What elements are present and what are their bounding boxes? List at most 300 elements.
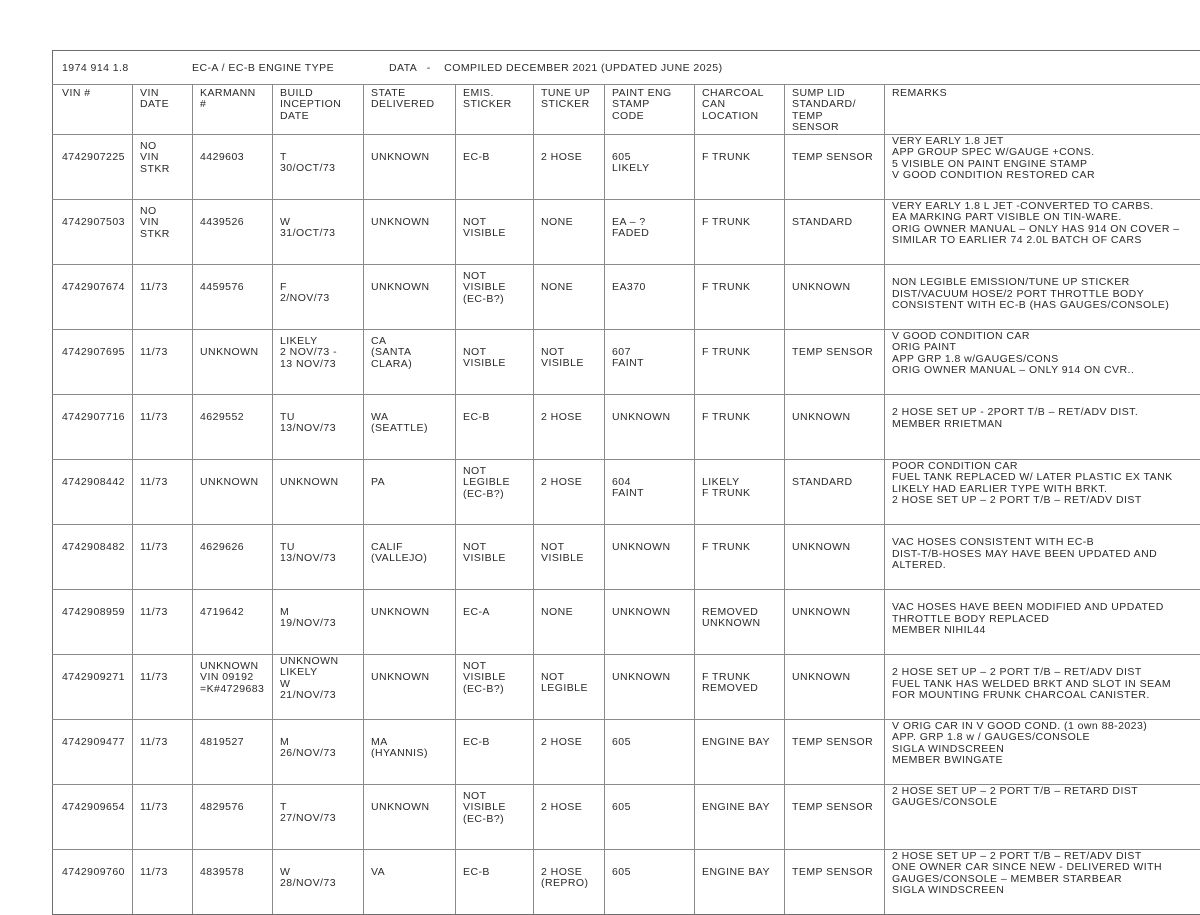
cell-line: UNKNOWN (371, 607, 449, 618)
vin-date-cell (133, 850, 193, 915)
column-header-line: STICKER (463, 99, 527, 110)
charcoal-can-cell (695, 785, 785, 850)
vin-cell: 4742909271 (53, 655, 133, 720)
column-header-emis-sticker (456, 85, 534, 135)
vin-date-cell (133, 135, 193, 200)
cell-line: UNKNOWN (280, 477, 357, 488)
remarks-line: V GOOD CONDITION CAR (892, 331, 1200, 342)
vin-cell: 4742909477 (53, 720, 133, 785)
cell-line: (SANTA (371, 347, 449, 358)
karmann-cell (193, 460, 273, 525)
remarks-cell (885, 265, 1200, 330)
cell-line: NOT (463, 271, 527, 282)
paint-stamp-cell (605, 785, 695, 850)
cell-line: F TRUNK (702, 488, 778, 499)
cell-line: TU (280, 542, 357, 553)
charcoal-can-cell (695, 655, 785, 720)
vin-date-cell (133, 330, 193, 395)
cell-line: 11/73 (140, 347, 186, 358)
cell-line: WA (371, 412, 449, 423)
tune-up-sticker-cell (534, 590, 605, 655)
remarks-line: 5 VISIBLE ON PAINT ENGINE STAMP (892, 159, 1200, 170)
vin-cell: 4742907695 (53, 330, 133, 395)
sump-lid-cell (785, 265, 885, 330)
charcoal-can-cell (695, 330, 785, 395)
cell-line: 2 HOSE (541, 152, 598, 163)
cell-line: 2 HOSE (541, 802, 598, 813)
cell-line: LEGIBLE (463, 477, 527, 488)
cell-line: UNKNOWN (792, 672, 878, 683)
karmann-cell (193, 525, 273, 590)
cell-line: (EC-B?) (463, 684, 527, 695)
cell-line: 11/73 (140, 542, 186, 553)
cell-line: FAINT (612, 488, 688, 499)
karmann-cell (193, 850, 273, 915)
remarks-cell (885, 525, 1200, 590)
emis-sticker-cell (456, 265, 534, 330)
column-header-build-date (273, 85, 364, 135)
cell-line: 605 (612, 737, 688, 748)
vin-date-cell (133, 200, 193, 265)
cell-line: M (280, 737, 357, 748)
cell-line: NOT (463, 217, 527, 228)
sump-lid-cell (785, 525, 885, 590)
cell-line: ENGINE BAY (702, 737, 778, 748)
column-header-line: # (200, 99, 266, 110)
remarks-cell (885, 655, 1200, 720)
remarks-cell (885, 460, 1200, 525)
cell-line: TEMP SENSOR (792, 737, 878, 748)
table-row (53, 850, 1200, 915)
build-date-cell (273, 590, 364, 655)
cell-line: UNKNOWN (612, 412, 688, 423)
cell-line: 27/NOV/73 (280, 813, 357, 824)
build-date-cell (273, 655, 364, 720)
cell-line: F TRUNK (702, 412, 778, 423)
cell-line: NOT (463, 347, 527, 358)
cell-line: VISIBLE (541, 553, 598, 564)
cell-line: 11/73 (140, 477, 186, 488)
remarks-line: FUEL TANK REPLACED W/ LATER PLASTIC EX TANK (892, 472, 1200, 483)
table-row (53, 460, 1200, 525)
cell-line: 21/NOV/73 (280, 690, 357, 701)
remarks-line: FUEL TANK HAS WELDED BRKT AND SLOT IN SEAM (892, 679, 1200, 690)
vin-date-cell (133, 655, 193, 720)
cell-line: (EC-B?) (463, 814, 527, 825)
column-header-line: DELIVERED (371, 99, 449, 110)
cell-line: UNKNOWN (792, 607, 878, 618)
cell-line: NOT (463, 542, 527, 553)
cell-line: REMOVED (702, 607, 778, 618)
cell-line: UNKNOWN (371, 282, 449, 293)
remarks-line: LIKELY HAD EARLIER TYPE WITH BRKT. (892, 484, 1200, 495)
state-cell (364, 395, 456, 460)
cell-line: UNKNOWN (371, 217, 449, 228)
column-header-tune-up-sticker (534, 85, 605, 135)
state-cell (364, 525, 456, 590)
remarks-line: DIST/VACUUM HOSE/2 PORT THROTTLE BODY (892, 289, 1200, 300)
karmann-cell (193, 135, 273, 200)
tune-up-sticker-cell (534, 850, 605, 915)
state-cell (364, 590, 456, 655)
cell-line: 2/NOV/73 (280, 293, 357, 304)
tune-up-sticker-cell (534, 720, 605, 785)
table-body (53, 135, 1200, 915)
cell-line: (VALLEJO) (371, 553, 449, 564)
build-date-cell (273, 395, 364, 460)
tune-up-sticker-cell (534, 655, 605, 720)
cell-line: 13/NOV/73 (280, 423, 357, 434)
karmann-cell (193, 265, 273, 330)
cell-line: NOT (463, 466, 527, 477)
remarks-line: MEMBER NIHIL44 (892, 625, 1200, 636)
karmann-cell (193, 785, 273, 850)
cell-line: UNKNOWN (200, 477, 266, 488)
cell-line: 4839578 (200, 867, 266, 878)
cell-line: NONE (541, 217, 598, 228)
paint-stamp-cell (605, 135, 695, 200)
cell-line: 11/73 (140, 412, 186, 423)
column-header-line: STAMP (612, 99, 688, 110)
cell-line: 13/NOV/73 (280, 553, 357, 564)
cell-line: REMOVED (702, 683, 778, 694)
remarks-line: THROTTLE BODY REPLACED (892, 614, 1200, 625)
charcoal-can-cell (695, 395, 785, 460)
cell-line: NONE (541, 282, 598, 293)
remarks-line: ORIG OWNER MANUAL – ONLY 914 ON CVR.. (892, 365, 1200, 376)
vin-cell: 4742907225 (53, 135, 133, 200)
cell-line: CALIF (371, 542, 449, 553)
cell-line: 26/NOV/73 (280, 748, 357, 759)
cell-line: F TRUNK (702, 282, 778, 293)
table-row (53, 135, 1200, 200)
cell-line: PA (371, 477, 449, 488)
emis-sticker-cell (456, 850, 534, 915)
paint-stamp-cell (605, 655, 695, 720)
remarks-line: ALTERED. (892, 560, 1200, 571)
cell-line: NONE (541, 607, 598, 618)
table-row (53, 655, 1200, 720)
charcoal-can-cell (695, 720, 785, 785)
tune-up-sticker-cell (534, 200, 605, 265)
cell-line: 11/73 (140, 737, 186, 748)
remarks-line: MEMBER RRIETMAN (892, 419, 1200, 430)
column-header-line: TUNE UP (541, 88, 598, 99)
column-header-vin (53, 85, 133, 135)
title-cell (53, 51, 1200, 85)
state-cell (364, 720, 456, 785)
column-header-line: LOCATION (702, 111, 778, 122)
cell-line: 28/NOV/73 (280, 878, 357, 889)
charcoal-can-cell (695, 460, 785, 525)
column-header-line: TEMP (792, 111, 878, 122)
cell-line: 4829576 (200, 802, 266, 813)
cell-line: MA (371, 737, 449, 748)
column-header-line: PAINT ENG (612, 88, 688, 99)
remarks-cell (885, 135, 1200, 200)
remarks-line: MEMBER BWINGATE (892, 755, 1200, 766)
remarks-line: VAC HOSES CONSISTENT WITH EC-B (892, 537, 1200, 548)
column-header-line: CAN (702, 99, 778, 110)
column-header-line: CHARCOAL (702, 88, 778, 99)
state-cell (364, 850, 456, 915)
cell-line: UNKNOWN (200, 661, 266, 672)
tune-up-sticker-cell (534, 785, 605, 850)
column-header-paint-stamp-code (605, 85, 695, 135)
build-date-cell (273, 785, 364, 850)
remarks-line: SIGLA WINDSCREEN (892, 885, 1200, 896)
cell-line: EA370 (612, 282, 688, 293)
tune-up-sticker-cell (534, 330, 605, 395)
cell-line: 2 HOSE (541, 737, 598, 748)
emis-sticker-cell (456, 785, 534, 850)
tune-up-sticker-cell (534, 135, 605, 200)
column-header-charcoal-can-location (695, 85, 785, 135)
remarks-line: EA MARKING PART VISIBLE ON TIN-WARE. (892, 212, 1200, 223)
build-date-cell (273, 460, 364, 525)
cell-line: VIN 09192 (200, 672, 266, 683)
cell-line: M (280, 607, 357, 618)
paint-stamp-cell (605, 265, 695, 330)
remarks-line: DIST-T/B-HOSES MAY HAVE BEEN UPDATED AND (892, 549, 1200, 560)
column-header-sump-lid (785, 85, 885, 135)
emis-sticker-cell (456, 135, 534, 200)
state-cell (364, 460, 456, 525)
remarks-cell (885, 850, 1200, 915)
vin-date-cell (133, 785, 193, 850)
state-cell (364, 135, 456, 200)
vin-cell: 4742907716 (53, 395, 133, 460)
vin-data-table (52, 50, 1200, 915)
cell-line: UNKNOWN (200, 347, 266, 358)
vin-cell: 4742908959 (53, 590, 133, 655)
vin-cell: 4742908442 (53, 460, 133, 525)
paint-stamp-cell (605, 850, 695, 915)
table-row (53, 395, 1200, 460)
column-header-remarks (885, 85, 1200, 135)
cell-line: UNKNOWN (612, 607, 688, 618)
cell-line: 4819527 (200, 737, 266, 748)
cell-line: TEMP SENSOR (792, 867, 878, 878)
vin-cell: 4742909654 (53, 785, 133, 850)
column-header-line: STICKER (541, 99, 598, 110)
cell-line: VISIBLE (463, 228, 527, 239)
cell-line: 11/73 (140, 282, 186, 293)
cell-line: EC-B (463, 412, 527, 423)
state-cell (364, 785, 456, 850)
karmann-cell (193, 590, 273, 655)
column-header-line: CODE (612, 111, 688, 122)
sump-lid-cell (785, 590, 885, 655)
column-header-state-delivered (364, 85, 456, 135)
cell-line: (HYANNIS) (371, 748, 449, 759)
cell-line: 13 NOV/73 (280, 359, 357, 370)
cell-line: NO (140, 206, 186, 217)
cell-line: VISIBLE (463, 802, 527, 813)
state-cell (364, 655, 456, 720)
cell-line: 2 HOSE (541, 477, 598, 488)
sump-lid-cell (785, 135, 885, 200)
cell-line: 2 NOV/73 - (280, 347, 357, 358)
cell-line: TEMP SENSOR (792, 802, 878, 813)
cell-line: UNKNOWN (612, 672, 688, 683)
cell-line: CLARA) (371, 359, 449, 370)
cell-line: =K#4729683 (200, 684, 266, 695)
remarks-line: 2 HOSE SET UP – 2 PORT T/B – RETARD DIST (892, 786, 1200, 797)
remarks-line: GAUGES/CONSOLE – MEMBER STARBEAR (892, 874, 1200, 885)
tune-up-sticker-cell (534, 265, 605, 330)
cell-line: F TRUNK (702, 347, 778, 358)
cell-line: LIKELY (702, 477, 778, 488)
remarks-cell (885, 200, 1200, 265)
column-header-vin-date (133, 85, 193, 135)
cell-line: STKR (140, 164, 186, 175)
cell-line: 11/73 (140, 867, 186, 878)
column-header-line: SUMP LID (792, 88, 878, 99)
karmann-cell (193, 395, 273, 460)
emis-sticker-cell (456, 655, 534, 720)
cell-line: (SEATTLE) (371, 423, 449, 434)
cell-line: 11/73 (140, 672, 186, 683)
paint-stamp-cell (605, 525, 695, 590)
vin-date-cell (133, 460, 193, 525)
cell-line: 4629552 (200, 412, 266, 423)
title-data-compiled: DATA - COMPILED DECEMBER 2021 (UPDATED JUNE 2025) (389, 63, 723, 74)
cell-line: W (280, 217, 357, 228)
cell-line: LEGIBLE (541, 683, 598, 694)
cell-line: 4459576 (200, 282, 266, 293)
remarks-line: SIGLA WINDSCREEN (892, 744, 1200, 755)
build-date-cell (273, 200, 364, 265)
cell-line: 4439526 (200, 217, 266, 228)
emis-sticker-cell (456, 395, 534, 460)
column-header-line: VIN (140, 88, 186, 99)
cell-line: (REPRO) (541, 878, 598, 889)
cell-line: EC-B (463, 152, 527, 163)
charcoal-can-cell (695, 200, 785, 265)
vin-date-cell (133, 265, 193, 330)
cell-line: NOT (463, 791, 527, 802)
cell-line: 607 (612, 347, 688, 358)
cell-line: UNKNOWN (612, 542, 688, 553)
sump-lid-cell (785, 395, 885, 460)
remarks-cell (885, 330, 1200, 395)
vin-date-cell (133, 720, 193, 785)
column-header-line: BUILD (280, 88, 357, 99)
cell-line: 604 (612, 477, 688, 488)
cell-line: 19/NOV/73 (280, 618, 357, 629)
cell-line: F TRUNK (702, 672, 778, 683)
cell-line: VISIBLE (463, 672, 527, 683)
charcoal-can-cell (695, 265, 785, 330)
tune-up-sticker-cell (534, 395, 605, 460)
table-row (53, 330, 1200, 395)
table-row (53, 525, 1200, 590)
cell-line: UNKNOWN (371, 802, 449, 813)
cell-line: W (280, 867, 357, 878)
tune-up-sticker-cell (534, 525, 605, 590)
data-sheet (52, 50, 1200, 915)
cell-line: UNKNOWN (792, 282, 878, 293)
column-header-line: REMARKS (892, 88, 1200, 99)
paint-stamp-cell (605, 395, 695, 460)
cell-line: ENGINE BAY (702, 867, 778, 878)
cell-line: 31/OCT/73 (280, 228, 357, 239)
vin-cell: 4742907503 (53, 200, 133, 265)
remarks-line: FOR MOUNTING FRUNK CHARCOAL CANISTER. (892, 690, 1200, 701)
cell-line: VA (371, 867, 449, 878)
table-row (53, 265, 1200, 330)
cell-line: T (280, 152, 357, 163)
emis-sticker-cell (456, 460, 534, 525)
remarks-cell (885, 720, 1200, 785)
cell-line: EA – ? (612, 217, 688, 228)
cell-line: NOT (541, 672, 598, 683)
cell-line: EC-B (463, 737, 527, 748)
column-header-line: DATE (140, 99, 186, 110)
cell-line: 4719642 (200, 607, 266, 618)
vin-date-cell (133, 525, 193, 590)
state-cell (364, 200, 456, 265)
remarks-line: 2 HOSE SET UP – 2 PORT T/B – RET/ADV DIST (892, 495, 1200, 506)
tune-up-sticker-cell (534, 460, 605, 525)
cell-line: F TRUNK (702, 217, 778, 228)
remarks-line: VERY EARLY 1.8 L JET -CONVERTED TO CARBS. (892, 201, 1200, 212)
cell-line: (EC-B?) (463, 489, 527, 500)
remarks-line: NON LEGIBLE EMISSION/TUNE UP STICKER (892, 277, 1200, 288)
table-row (53, 200, 1200, 265)
sump-lid-cell (785, 200, 885, 265)
column-header-line: INCEPTION (280, 99, 357, 110)
remarks-line: ORIG PAINT (892, 342, 1200, 353)
emis-sticker-cell (456, 720, 534, 785)
vin-date-cell (133, 395, 193, 460)
cell-line: VIN (140, 217, 186, 228)
cell-line: ENGINE BAY (702, 802, 778, 813)
cell-line: 2 HOSE (541, 867, 598, 878)
paint-stamp-cell (605, 200, 695, 265)
cell-line: TEMP SENSOR (792, 152, 878, 163)
paint-stamp-cell (605, 720, 695, 785)
cell-line: FAINT (612, 358, 688, 369)
karmann-cell (193, 655, 273, 720)
cell-line: VIN (140, 152, 186, 163)
cell-line: NO (140, 141, 186, 152)
cell-line: NOT (541, 347, 598, 358)
column-header-line: STANDARD/ (792, 99, 878, 110)
build-date-cell (273, 330, 364, 395)
remarks-line: VERY EARLY 1.8 JET (892, 136, 1200, 147)
remarks-line: ONE OWNER CAR SINCE NEW - DELIVERED WITH (892, 862, 1200, 873)
cell-line: (EC-B?) (463, 294, 527, 305)
table-row (53, 785, 1200, 850)
remarks-line: APP GRP 1.8 w/GAUGES/CONS (892, 354, 1200, 365)
state-cell (364, 330, 456, 395)
sump-lid-cell (785, 330, 885, 395)
karmann-cell (193, 330, 273, 395)
column-header-line: KARMANN (200, 88, 266, 99)
state-cell (364, 265, 456, 330)
table-row (53, 590, 1200, 655)
cell-line: CA (371, 336, 449, 347)
column-header-line: SENSOR (792, 122, 878, 133)
cell-line: 11/73 (140, 607, 186, 618)
cell-line: 4429603 (200, 152, 266, 163)
vin-cell: 4742909760 (53, 850, 133, 915)
remarks-line: POOR CONDITION CAR (892, 461, 1200, 472)
cell-line: LIKELY (280, 667, 357, 678)
sump-lid-cell (785, 850, 885, 915)
